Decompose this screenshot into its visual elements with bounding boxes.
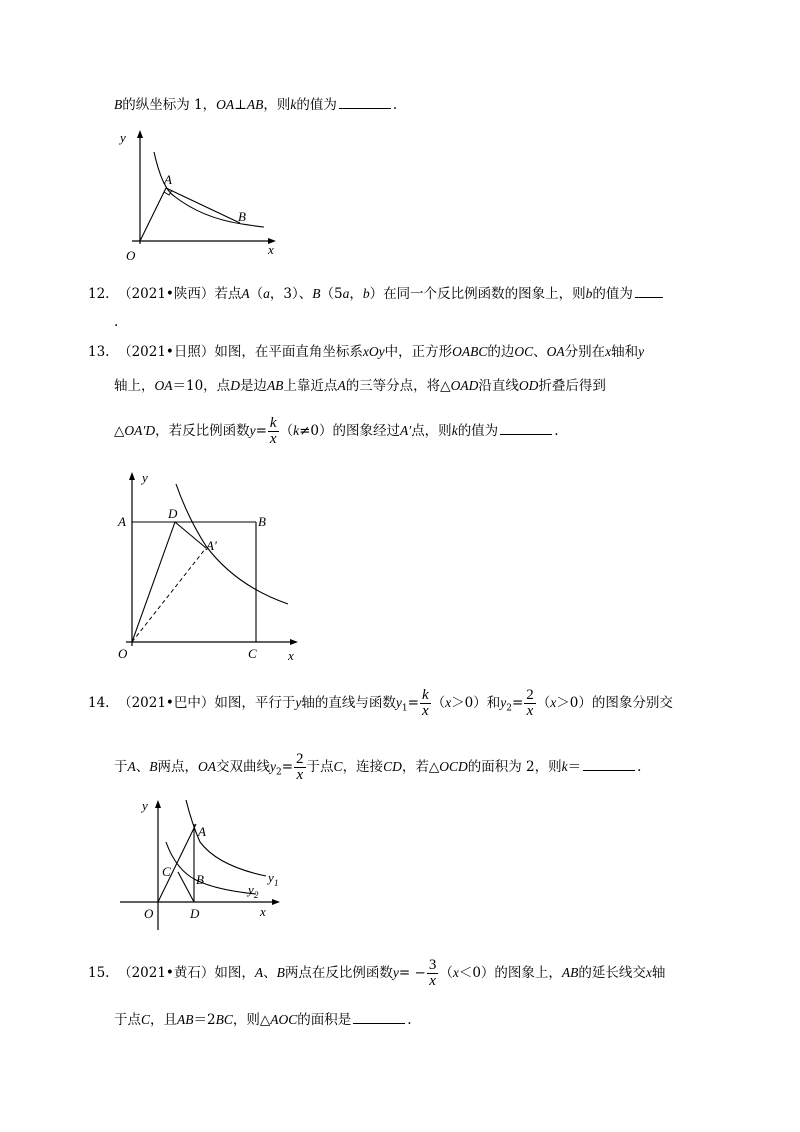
- var-AB: AB: [177, 1012, 194, 1027]
- var-AB: AB: [561, 965, 579, 980]
- var-A: A: [337, 378, 346, 393]
- text: ＝: [567, 759, 582, 775]
- problem-11-figure: [112, 126, 282, 266]
- answer-blank: [635, 285, 663, 298]
- fraction-2-over-x: [524, 688, 536, 719]
- problem-13-figure: [112, 470, 312, 670]
- var-AB: AB: [246, 97, 264, 112]
- period: .: [392, 97, 398, 113]
- var-a: a: [342, 286, 350, 301]
- text: （2021•黄石）如图，: [118, 965, 255, 981]
- label-O: O: [118, 646, 128, 661]
- text: （2021•日照）如图，在平面直角坐标系: [118, 344, 363, 360]
- text: 是边: [239, 378, 267, 394]
- text: ，连接: [342, 759, 384, 775]
- label-x: x: [260, 904, 266, 919]
- var-k: k: [290, 97, 297, 112]
- text: ≠0）的图象经过: [299, 423, 400, 439]
- var-b: b: [362, 286, 370, 301]
- fraction-3-over-x: [427, 958, 439, 989]
- var-AOC: AOC: [270, 1012, 298, 1027]
- problem-12-end: [114, 312, 118, 332]
- label-x: x: [288, 648, 294, 663]
- label-y2: y: [248, 882, 254, 897]
- hyperbola-curve: [176, 484, 288, 604]
- var-xOy: xOy: [362, 344, 385, 359]
- label-A: A: [198, 824, 206, 839]
- fraction-k-over-x: [420, 688, 431, 719]
- label-C: C: [248, 646, 257, 661]
- period: .: [407, 1012, 412, 1028]
- text: 沿直线: [478, 378, 519, 394]
- label-B: B: [238, 209, 246, 224]
- text: 于: [114, 759, 128, 775]
- label-A: A: [118, 514, 126, 529]
- var-OA-prime: OA′: [124, 423, 146, 438]
- period: .: [637, 759, 642, 775]
- numerator: 3: [428, 957, 437, 973]
- text: 折叠后得到: [538, 378, 606, 394]
- text: 两点在反比例函数: [284, 965, 393, 981]
- text: （5: [320, 286, 343, 302]
- var-y: y: [249, 423, 256, 438]
- subscript: 2: [506, 703, 512, 714]
- label-x: x: [268, 242, 274, 257]
- x-axis-arrow: [290, 639, 298, 645]
- var-B: B: [312, 286, 321, 301]
- var-B: B: [276, 965, 285, 980]
- text: 的三等分点，将△: [345, 378, 451, 394]
- var-BC: BC: [215, 1012, 233, 1027]
- label-C: C: [162, 864, 171, 879]
- equals: =: [255, 423, 267, 439]
- fraction-k-over-x: [268, 416, 279, 447]
- label-O: O: [126, 248, 136, 263]
- text: （2021•巴中）如图，平行于: [118, 695, 296, 711]
- problem-12-text: [88, 284, 665, 304]
- text: 于点: [306, 759, 334, 775]
- subscript: 1: [401, 703, 408, 714]
- text: （: [439, 965, 453, 981]
- equals: =: [511, 695, 524, 711]
- var-OA: OA: [546, 344, 565, 359]
- answer-blank: [353, 1011, 405, 1024]
- x-axis-arrow: [272, 899, 280, 905]
- text: 、: [533, 344, 547, 360]
- var-OD: OD: [518, 378, 539, 393]
- var-OAD: OAD: [450, 378, 479, 393]
- var-OCD: OCD: [439, 759, 468, 774]
- segment-CD: [178, 872, 194, 902]
- var-OABC: OABC: [452, 344, 488, 359]
- text: ＞0）和: [451, 695, 501, 711]
- var-k: k: [451, 423, 458, 438]
- perp-symbol: ⊥: [234, 97, 247, 113]
- denominator: x: [429, 973, 436, 989]
- var-B: B: [114, 97, 123, 112]
- var-x: x: [445, 695, 452, 710]
- var-x: x: [550, 695, 557, 710]
- equals: =: [281, 759, 294, 775]
- text: 的纵坐标为 1，: [122, 97, 217, 113]
- var-x: x: [605, 344, 612, 359]
- text: （2021•陕西）若点: [118, 286, 242, 302]
- var-k: k: [293, 423, 300, 438]
- text: 的面积为 2，则: [467, 759, 562, 775]
- var-y: y: [270, 759, 276, 774]
- var-y: y: [392, 965, 399, 980]
- hyperbola-curve: [154, 152, 264, 227]
- text: （: [431, 695, 446, 711]
- var-x: x: [645, 965, 652, 980]
- text: 的值为: [592, 286, 633, 302]
- label-y: y: [142, 798, 148, 813]
- var-A: A: [254, 965, 264, 980]
- answer-blank: [339, 96, 391, 109]
- problem-11-text: [114, 95, 397, 115]
- label-B: B: [196, 872, 204, 887]
- segment-AB: [166, 188, 240, 223]
- var-A: A: [127, 759, 136, 774]
- label-y1-subscript: 1: [274, 878, 279, 888]
- subscript: 2: [276, 767, 282, 778]
- y-axis-arrow: [155, 800, 161, 808]
- text: （: [536, 695, 551, 711]
- segment-OA: [140, 188, 166, 241]
- text: 的值为: [457, 423, 499, 439]
- var-y: y: [395, 695, 402, 710]
- text: ＞0）的图象分别交: [556, 695, 673, 711]
- var-OA: OA: [198, 759, 216, 774]
- equals-minus: = −: [398, 965, 426, 981]
- var-y: y: [500, 695, 507, 710]
- text: 点，则: [411, 423, 452, 439]
- y-axis-arrow: [129, 472, 135, 480]
- curve-y2: [166, 842, 256, 894]
- var-C: C: [141, 1012, 151, 1027]
- var-b: b: [585, 286, 593, 301]
- denominator: x: [526, 703, 534, 719]
- var-C: C: [333, 759, 343, 774]
- var-A-prime: A′: [399, 423, 412, 438]
- text: ＝10，点: [172, 378, 231, 394]
- period: .: [114, 314, 119, 330]
- label-A-prime: A′: [206, 538, 217, 553]
- problem-14-line1: [88, 686, 673, 726]
- problem-14-figure: [116, 794, 286, 934]
- var-y: y: [295, 695, 302, 710]
- var-k: k: [561, 759, 568, 774]
- numerator: 2: [296, 751, 304, 767]
- answer-blank: [500, 422, 552, 435]
- problem-14-line2: [114, 750, 641, 790]
- denominator: x: [421, 703, 429, 719]
- label-y2-subscript: 2: [254, 890, 259, 900]
- var-AB: AB: [266, 378, 284, 393]
- var-D: D: [230, 378, 240, 393]
- label-D: D: [168, 506, 178, 521]
- problem-15-line1: [88, 956, 665, 990]
- problem-number: 13.: [88, 344, 110, 360]
- label-O: O: [144, 906, 154, 921]
- var-x: x: [452, 965, 459, 980]
- text: ＜0）的图象上，: [458, 965, 562, 981]
- answer-blank: [583, 758, 635, 771]
- text: 上靠近点: [283, 378, 338, 394]
- text: 轴的直线与函数: [301, 695, 396, 711]
- text: ，若△: [401, 759, 440, 775]
- problem-13-line3: [114, 414, 558, 448]
- var-B: B: [149, 759, 158, 774]
- var-OC: OC: [514, 344, 534, 359]
- text: 、: [263, 965, 277, 981]
- text: （: [279, 423, 294, 439]
- text: （: [249, 286, 264, 302]
- fraction-2-over-x: [294, 752, 306, 783]
- text: ，若反比例函数: [155, 423, 250, 439]
- text: 的边: [487, 344, 515, 360]
- text: 两点，: [157, 759, 198, 775]
- var-a: a: [263, 286, 270, 301]
- label-y: y: [120, 130, 126, 145]
- denominator: x: [269, 431, 277, 447]
- label-A: A: [164, 172, 172, 187]
- period: .: [554, 423, 559, 439]
- problem-number: 15.: [88, 965, 110, 981]
- text: ，则△: [232, 1012, 271, 1028]
- numerator: 2: [526, 687, 534, 703]
- text: ，且: [150, 1012, 178, 1028]
- equals: =: [407, 695, 419, 711]
- problem-13-line1: [88, 342, 644, 362]
- text: 、: [135, 759, 150, 775]
- denominator: x: [296, 767, 304, 783]
- var-y: y: [638, 344, 645, 359]
- text: 轴和: [611, 344, 639, 360]
- y-axis-arrow: [137, 130, 143, 138]
- text: 分别在: [564, 344, 606, 360]
- label-y1: y: [268, 870, 274, 885]
- text: 轴上，: [114, 378, 155, 394]
- numerator: k: [269, 415, 277, 431]
- label-B: B: [258, 514, 266, 529]
- label-y: y: [142, 470, 148, 485]
- segment-OA-prime-dashed: [132, 548, 206, 642]
- var-CD: CD: [383, 759, 402, 774]
- var-D: D: [145, 423, 156, 438]
- problem-number: 12.: [88, 286, 110, 302]
- problem-number: 14.: [88, 695, 110, 711]
- text: 的值为: [296, 97, 337, 113]
- text: △: [114, 423, 125, 439]
- problem-13-line2: [114, 376, 606, 396]
- text: ）在同一个反比例函数的图象上，则: [369, 286, 586, 302]
- problem-15-line2: [114, 1010, 412, 1030]
- text: 于点: [114, 1012, 141, 1028]
- text: ，则: [263, 97, 291, 113]
- text: 的延长线交: [578, 965, 646, 981]
- text: ，: [349, 286, 363, 302]
- text: ＝2: [193, 1012, 216, 1028]
- text: 交双曲线: [216, 759, 270, 775]
- segment-DA-prime: [175, 522, 206, 548]
- text: 中，正方形: [384, 344, 453, 360]
- var-OA: OA: [216, 97, 235, 112]
- segment-OD: [132, 522, 175, 642]
- numerator: k: [421, 687, 429, 703]
- var-A: A: [241, 286, 250, 301]
- text: 的面积是: [297, 1012, 352, 1028]
- label-D: D: [190, 906, 200, 921]
- text: ，3）、: [269, 286, 313, 302]
- text: 轴: [651, 965, 666, 981]
- var-OA: OA: [154, 378, 173, 393]
